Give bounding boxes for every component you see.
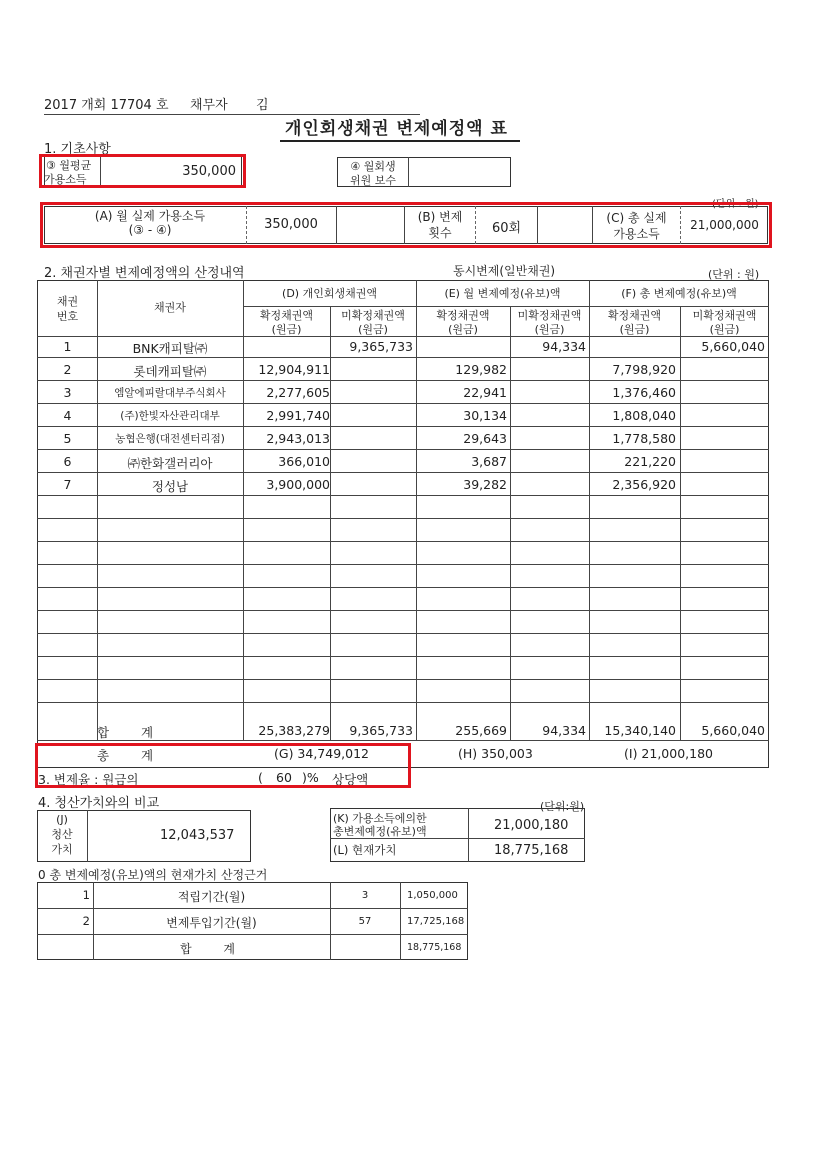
amount-f1: 2,356,920 [612, 477, 676, 492]
amount-d1: 12,904,911 [258, 362, 330, 377]
b-label-2: 횟수 [428, 226, 452, 240]
j-label-1: (J) [56, 813, 68, 826]
amount-f1: 7,798,920 [612, 362, 676, 377]
basis-label: 적립기간(월) [177, 890, 246, 904]
basis-no: 2 [82, 914, 90, 928]
total-h: (H) 350,003 [458, 746, 533, 761]
col-e-header: (E) 월 변제예정(유보)액 [444, 287, 561, 300]
creditor-name: BNK캐피탈㈜ [132, 341, 208, 356]
b-label-1: (B) 변제 [417, 210, 463, 224]
sum-d1: 25,383,279 [258, 723, 330, 738]
basis-months: 3 [361, 890, 369, 901]
avg-income-value: 350,000 [182, 164, 236, 179]
repayment-rate-close: )% [302, 770, 319, 785]
j-label-2: 청산 [51, 828, 73, 841]
section2-title: 2. 채권자별 변제예정액의 산정내역 [44, 266, 245, 281]
j-label-3: 가치 [51, 843, 73, 856]
amount-f1: 1,808,040 [612, 408, 676, 423]
col-no-header-2: 번호 [56, 310, 79, 323]
amount-e1: 129,982 [455, 362, 507, 377]
title-underline [280, 140, 520, 142]
amount-e1: 3,687 [471, 454, 507, 469]
case-number: 2017 개회 17704 호 [44, 98, 169, 113]
creditor-no: 3 [63, 385, 72, 400]
repayment-rate-open: ( [258, 770, 263, 785]
creditor-name: 엠알에피랄대부주식회사 [114, 387, 226, 399]
sum-e1: 255,669 [455, 723, 507, 738]
basis-no: 1 [82, 888, 90, 902]
amount-d2: 9,365,733 [349, 339, 413, 354]
k-value: 21,000,180 [494, 818, 569, 833]
col-f-header: (F) 총 변제예정(유보)액 [621, 287, 737, 300]
section4-title: 4. 청산가치와의 비교 [38, 796, 160, 811]
avg-income-label-2: 가용소득 [44, 173, 87, 186]
section1-title: 1. 기초사항 [44, 142, 111, 157]
amount-e1: 22,941 [463, 385, 507, 400]
subheader-confirmed-1: 확정채권액 [607, 309, 662, 322]
l-label: (L) 현재가치 [333, 843, 397, 857]
total-rate-highlight [35, 743, 411, 788]
amount-f2: 5,660,040 [701, 339, 765, 354]
creditor-no: 4 [63, 408, 72, 423]
amount-d1: 3,900,000 [266, 477, 330, 492]
creditor-name: (주)한빛자산관리대부 [120, 410, 220, 422]
amount-e2: 94,334 [542, 339, 586, 354]
debtor-label: 채무자 [190, 98, 228, 113]
section5-title: 0 총 변제예정(유보)액의 현재가치 산정근거 [38, 868, 268, 882]
avg-income-label-1: ③ 월평균 [46, 159, 92, 172]
basis-sum-label: 합 계 [180, 942, 249, 956]
subheader-confirmed-2: (원금) [448, 323, 478, 336]
sum-e2: 94,334 [542, 723, 586, 738]
subheader-confirmed-1: 확정채권액 [436, 309, 490, 322]
sum-f2: 5,660,040 [701, 723, 765, 738]
col-no-header-1: 채권 [56, 295, 79, 308]
amount-e1: 39,282 [463, 477, 507, 492]
col-creditor-header: 채권자 [154, 301, 186, 314]
amount-d1: 2,943,013 [266, 431, 330, 446]
section4-unit: (단위:원) [540, 800, 585, 813]
trustee-fee-label-2: 위원 보수 [349, 174, 396, 187]
a-value: 350,000 [264, 217, 318, 232]
amount-f1: 1,778,580 [612, 431, 676, 446]
creditor-name: 정성남 [151, 479, 189, 494]
total-g: (G) 34,749,012 [274, 746, 369, 761]
subheader-confirmed-2: (원금) [271, 323, 302, 336]
income-summary-highlight [40, 202, 772, 248]
section1-unit: (단위 : 원) [712, 199, 759, 210]
section2-subtitle: 동시변제(일반채권) [453, 264, 556, 278]
basis-label: 변제투입기간(월) [166, 916, 257, 930]
c-label-2: 가용소득 [613, 227, 660, 241]
creditor-no: 1 [63, 339, 72, 354]
creditor-name: 농협은행(대전센터리점) [115, 433, 225, 445]
amount-f1: 1,376,460 [612, 385, 676, 400]
c-value: 21,000,000 [690, 218, 759, 232]
repayment-rate-suffix: 상당액 [332, 772, 369, 787]
amount-e1: 29,643 [463, 431, 507, 446]
creditor-name: ㈜한화갤러리아 [127, 456, 213, 471]
subheader-confirmed-1: 확정채권액 [259, 309, 314, 322]
j-value: 12,043,537 [160, 828, 235, 843]
creditor-no: 2 [63, 362, 72, 377]
debtor-name: 김 [256, 98, 269, 113]
a-label-2: (③ - ④) [128, 223, 172, 237]
creditor-no: 5 [63, 431, 72, 446]
section2-unit: (단위 : 원) [708, 268, 760, 281]
repayment-rate-label: 3. 변제율 : 원금의 [38, 772, 139, 787]
basis-amount: 1,050,000 [407, 890, 458, 901]
amount-d1: 366,010 [278, 454, 330, 469]
basis-months: 57 [358, 916, 372, 927]
repayment-rate-value: 60 [276, 770, 292, 785]
b-value: 60회 [491, 221, 522, 236]
amount-f1: 221,220 [624, 454, 676, 469]
subheader-unconfirmed-2: (원금) [709, 323, 740, 336]
c-label-1: (C) 총 실제 [606, 211, 667, 225]
total-i: (I) 21,000,180 [624, 746, 713, 761]
total-label: 총 계 [97, 748, 168, 763]
amount-d1: 2,277,605 [266, 385, 330, 400]
subheader-unconfirmed-1: 미확정채권액 [341, 309, 405, 322]
k-label-1: (K) 가용소득에의한 [333, 812, 427, 825]
subheader-unconfirmed-2: (원금) [534, 323, 565, 336]
amount-e1: 30,134 [463, 408, 507, 423]
creditor-no: 7 [63, 477, 72, 492]
subheader-unconfirmed-2: (원금) [358, 323, 388, 336]
creditor-name: 롯데캐피탈㈜ [133, 364, 207, 379]
avg-income-highlight [39, 154, 246, 188]
subheader-unconfirmed-1: 미확정채권액 [517, 309, 582, 322]
sum-label: 합 계 [97, 725, 168, 740]
amount-d1: 2,991,740 [266, 408, 330, 423]
sum-f1: 15,340,140 [604, 723, 676, 738]
basis-sum-amount: 18,775,168 [407, 942, 462, 953]
basis-amount: 17,725,168 [407, 916, 465, 927]
k-label-2: 총변제예정(유보)액 [333, 825, 427, 838]
creditor-no: 6 [63, 454, 72, 469]
trustee-fee-label-1: ④ 월회생 [350, 160, 396, 173]
page-title: 개인회생채권 변제예정액 표 [285, 119, 508, 139]
subheader-unconfirmed-1: 미확정채권액 [692, 309, 757, 322]
sum-d2: 9,365,733 [349, 723, 413, 738]
subheader-confirmed-2: (원금) [619, 323, 650, 336]
a-label-1: (A) 월 실제 가용소득 [94, 209, 206, 223]
col-d-header: (D) 개인회생채권액 [282, 287, 377, 300]
l-value: 18,775,168 [494, 843, 569, 858]
